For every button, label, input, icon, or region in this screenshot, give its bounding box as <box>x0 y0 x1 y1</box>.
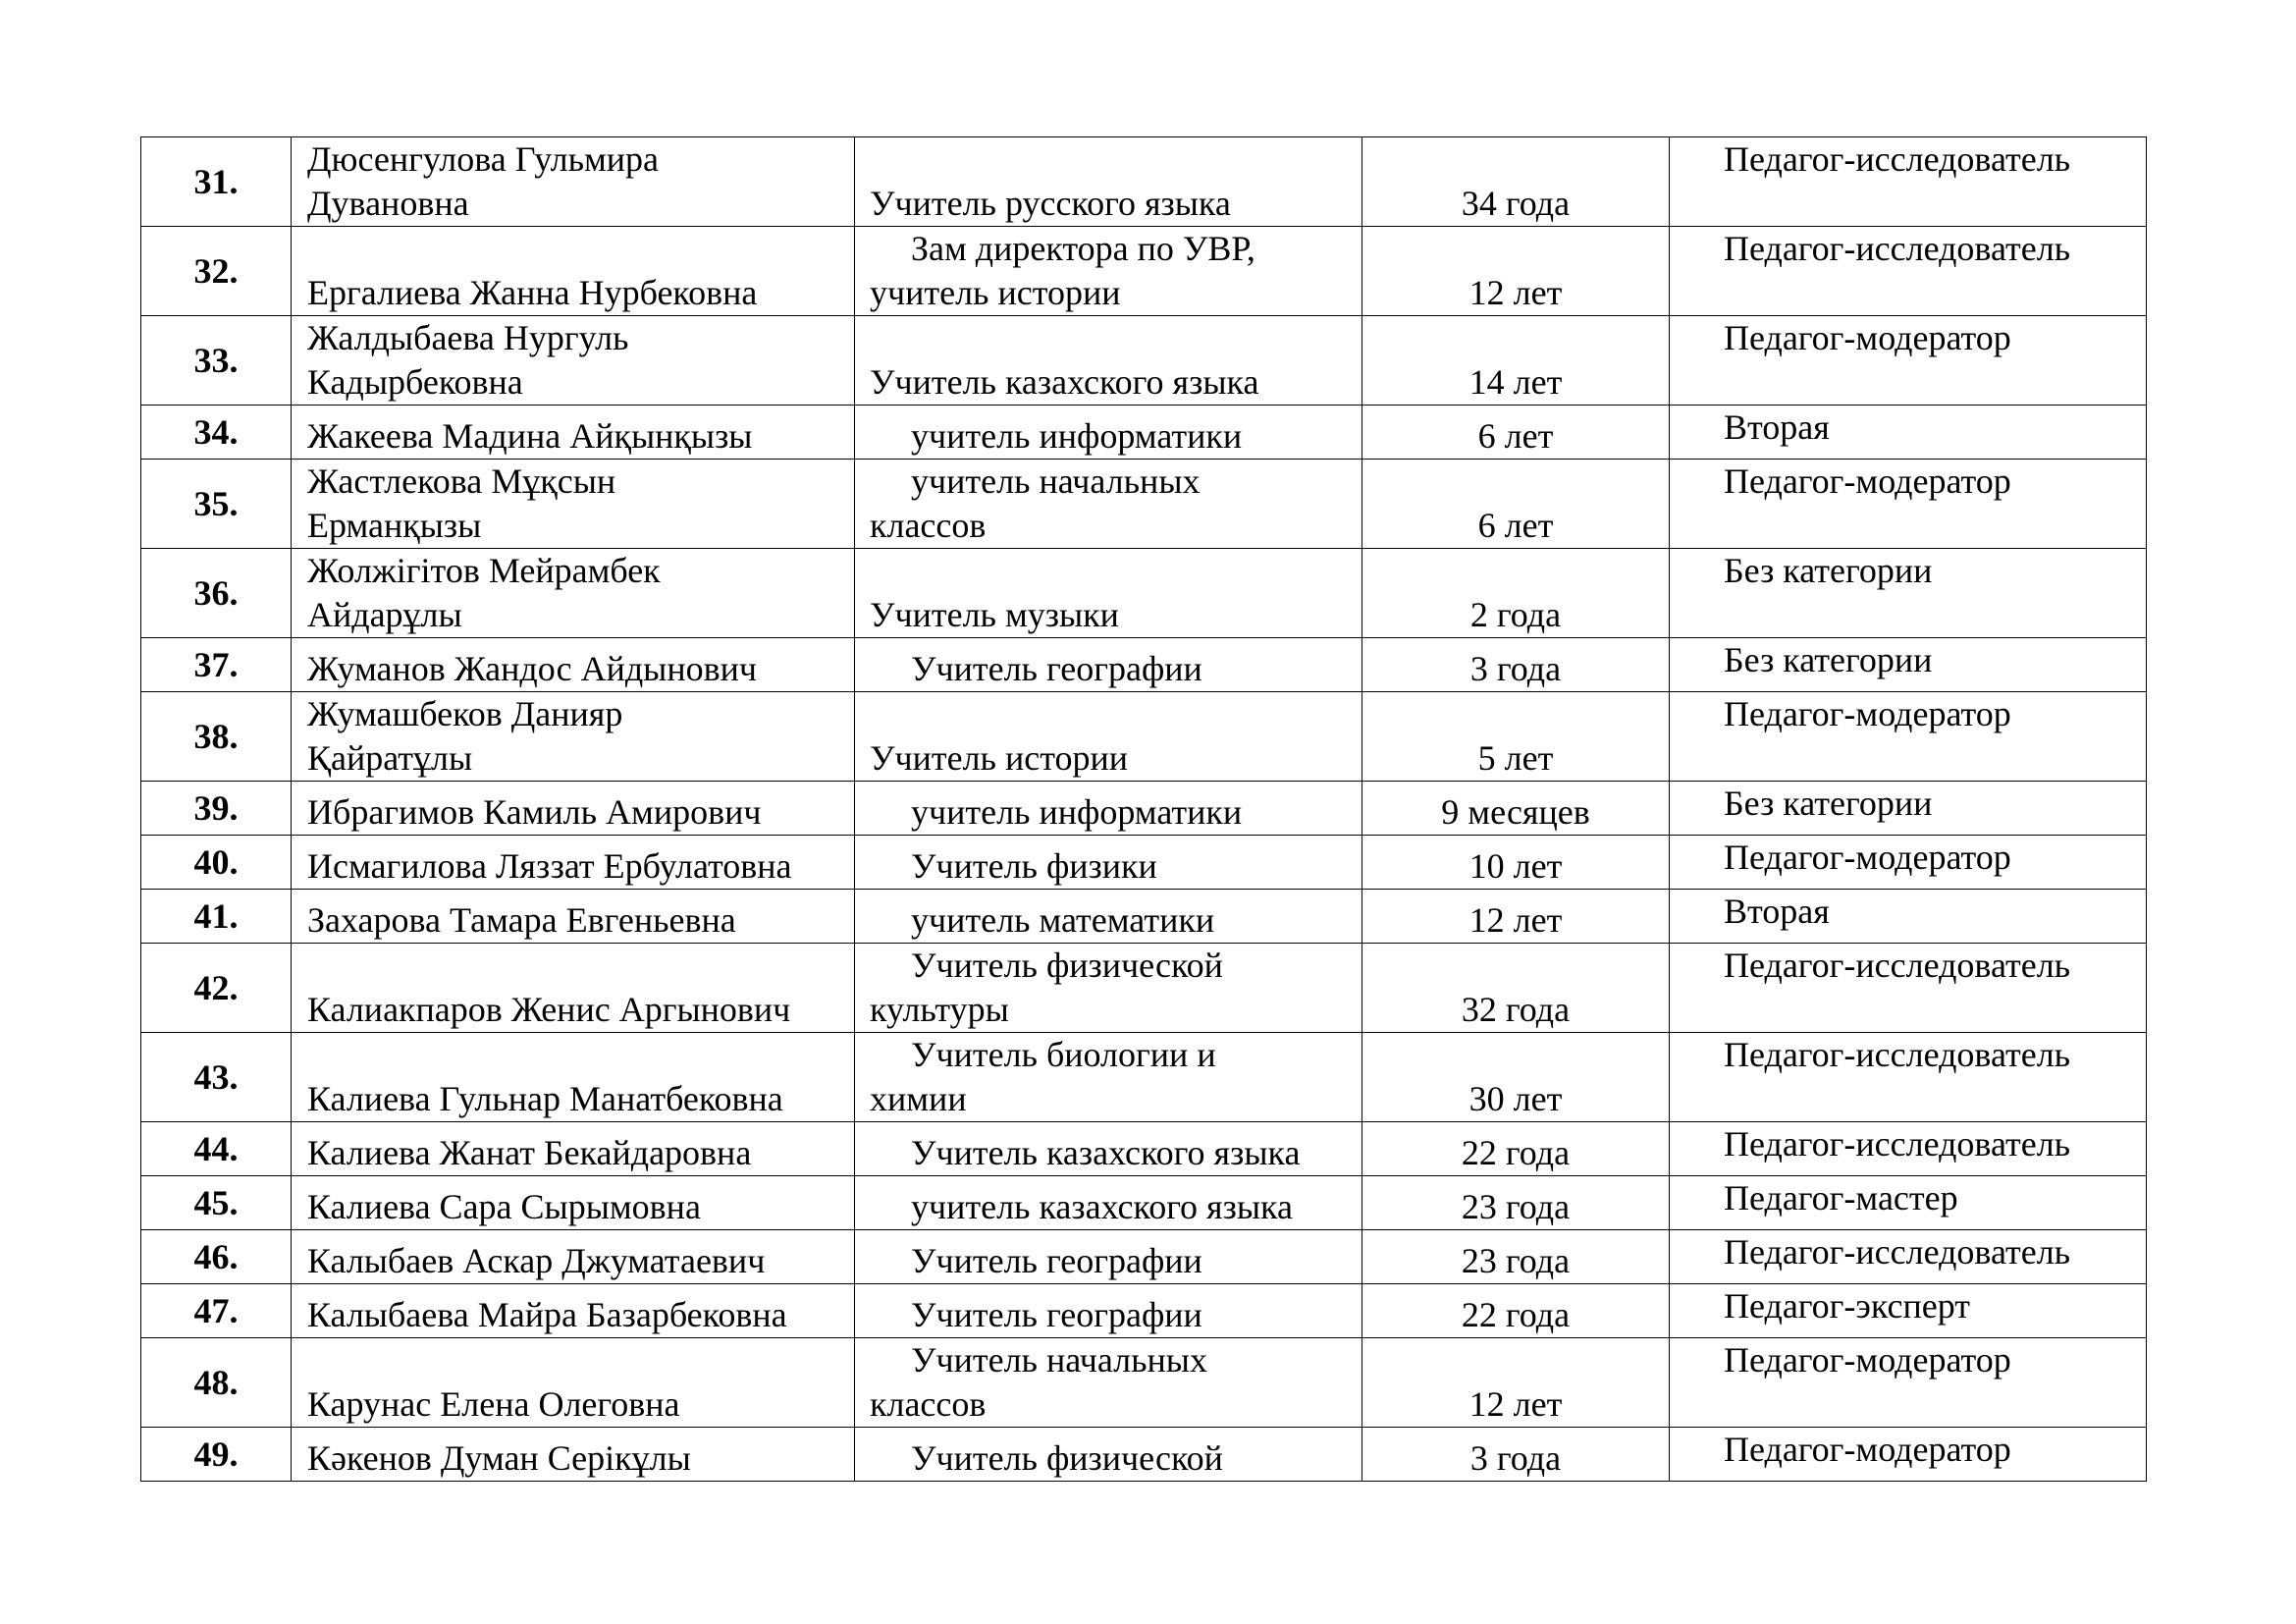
position-cell <box>855 692 1362 782</box>
position-line: Учитель географии <box>911 649 1202 688</box>
table-row <box>141 1033 2147 1122</box>
teacher-name-line: Кәкенов Думан Серікұлы <box>307 1438 691 1478</box>
position-cell <box>855 836 1362 890</box>
teacher-name-line: Исмагилова Ляззат Ербулатовна <box>307 846 792 886</box>
row-number: 40. <box>141 836 292 890</box>
position-cell <box>855 1033 1362 1122</box>
table-row <box>141 549 2147 638</box>
teacher-name-line: Ергалиева Жанна Нурбековна <box>307 273 758 312</box>
row-number: 47. <box>141 1284 292 1338</box>
experience-cell: 30 лет <box>1362 1033 1670 1122</box>
row-number: 42. <box>141 944 292 1033</box>
table-row <box>141 460 2147 549</box>
teacher-name-line: Дувановна <box>307 184 469 223</box>
row-number: 41. <box>141 890 292 944</box>
experience-cell: 10 лет <box>1362 836 1670 890</box>
table-row <box>141 1284 2147 1338</box>
teacher-name-cell <box>292 137 855 227</box>
position-cell <box>855 1176 1362 1230</box>
experience-cell: 14 лет <box>1362 316 1670 406</box>
category-cell: Педагог-модератор <box>1670 1338 2147 1428</box>
position-line: Учитель географии <box>911 1295 1202 1334</box>
category-cell: Педагог-исследователь <box>1670 944 2147 1033</box>
experience-cell: 12 лет <box>1362 227 1670 316</box>
teacher-name-line <box>307 1033 854 1077</box>
position-line: учитель начальных <box>911 461 1201 501</box>
position-line: учитель информатики <box>911 792 1243 832</box>
experience-cell: 22 года <box>1362 1284 1670 1338</box>
experience-cell: 12 лет <box>1362 1338 1670 1428</box>
position-cell <box>855 1284 1362 1338</box>
category-cell: Вторая <box>1670 406 2147 460</box>
teacher-name-cell <box>292 1428 855 1482</box>
staff-table-body <box>141 137 2147 1482</box>
category-cell: Педагог-модератор <box>1670 836 2147 890</box>
teacher-name-cell <box>292 1338 855 1428</box>
teacher-name-line: Калиакпаров Женис Аргынович <box>307 990 791 1029</box>
table-row <box>141 1230 2147 1284</box>
teacher-name-line: Жолжігітов Мейрамбек <box>307 551 661 590</box>
teacher-name-line: Жастлекова Мұқсын <box>307 461 616 501</box>
table-row <box>141 1176 2147 1230</box>
row-number: 45. <box>141 1176 292 1230</box>
teacher-name-line: Калиева Гульнар Манатбековна <box>307 1079 783 1118</box>
teacher-name-cell <box>292 316 855 406</box>
position-cell <box>855 406 1362 460</box>
position-line: Учитель казахского языка <box>870 362 1259 402</box>
category-cell: Педагог-мастер <box>1670 1176 2147 1230</box>
position-cell <box>855 782 1362 836</box>
teacher-name-line: Жуманов Жандос Айдынович <box>307 649 757 688</box>
teacher-name-line: Ибрагимов Камиль Амирович <box>307 792 762 832</box>
row-number: 39. <box>141 782 292 836</box>
table-row <box>141 316 2147 406</box>
position-line: Зам директора по УВР, <box>911 229 1255 268</box>
experience-cell: 5 лет <box>1362 692 1670 782</box>
position-line: Учитель казахского языка <box>911 1133 1301 1172</box>
position-line: культуры <box>870 990 1009 1029</box>
position-line: Учитель русского языка <box>870 184 1231 223</box>
category-cell: Педагог-исследователь <box>1670 227 2147 316</box>
table-row <box>141 1428 2147 1482</box>
category-cell: Педагог-исследователь <box>1670 1122 2147 1176</box>
position-line: Учитель физической <box>911 1438 1223 1478</box>
teacher-name-cell <box>292 406 855 460</box>
experience-cell: 34 года <box>1362 137 1670 227</box>
position-line: Учитель географии <box>911 1241 1202 1280</box>
category-cell: Вторая <box>1670 890 2147 944</box>
table-row <box>141 890 2147 944</box>
table-row <box>141 836 2147 890</box>
position-line: учитель математики <box>911 900 1215 940</box>
category-cell: Без категории <box>1670 638 2147 692</box>
teacher-name-cell <box>292 1122 855 1176</box>
teacher-name-line <box>307 227 854 271</box>
position-line: Учитель истории <box>870 738 1128 778</box>
teacher-name-cell <box>292 782 855 836</box>
position-cell <box>855 638 1362 692</box>
position-line <box>870 137 1362 182</box>
category-cell: Педагог-исследователь <box>1670 1230 2147 1284</box>
row-number: 38. <box>141 692 292 782</box>
table-row <box>141 782 2147 836</box>
position-line: Учитель биологии и <box>911 1035 1216 1074</box>
position-cell <box>855 890 1362 944</box>
teacher-name-cell <box>292 692 855 782</box>
row-number: 44. <box>141 1122 292 1176</box>
position-line: Учитель физики <box>911 846 1157 886</box>
row-number: 34. <box>141 406 292 460</box>
position-line: учитель информатики <box>911 416 1243 456</box>
category-cell: Педагог-модератор <box>1670 1428 2147 1482</box>
teacher-name-line: Жумашбеков Данияр <box>307 694 623 733</box>
category-cell: Педагог-модератор <box>1670 692 2147 782</box>
experience-cell: 23 года <box>1362 1176 1670 1230</box>
teacher-name-line <box>307 944 854 988</box>
position-line: Учитель физической <box>911 946 1223 985</box>
teacher-name-cell <box>292 1176 855 1230</box>
table-row <box>141 1338 2147 1428</box>
position-cell <box>855 1338 1362 1428</box>
position-cell <box>855 549 1362 638</box>
position-line: учитель казахского языка <box>911 1187 1293 1226</box>
row-number: 46. <box>141 1230 292 1284</box>
position-line: Учитель музыки <box>870 595 1119 634</box>
row-number: 33. <box>141 316 292 406</box>
teacher-name-cell <box>292 836 855 890</box>
table-row <box>141 137 2147 227</box>
teacher-name-line: Калиева Сара Сырымовна <box>307 1187 701 1226</box>
teacher-name-line: Қайратұлы <box>307 738 473 778</box>
teacher-name-cell <box>292 227 855 316</box>
position-cell <box>855 1428 1362 1482</box>
position-cell <box>855 137 1362 227</box>
teacher-name-line: Айдарұлы <box>307 595 462 634</box>
teacher-name-line <box>307 1338 854 1382</box>
position-line: Учитель начальных <box>911 1340 1207 1380</box>
category-cell: Педагог-модератор <box>1670 460 2147 549</box>
row-number: 35. <box>141 460 292 549</box>
position-line <box>870 316 1362 360</box>
teacher-name-line: Кадырбековна <box>307 362 523 402</box>
staff-table <box>140 136 2147 1482</box>
position-line: классов <box>870 506 987 545</box>
experience-cell: 3 года <box>1362 638 1670 692</box>
position-line: учитель истории <box>870 273 1121 312</box>
teacher-name-line: Калыбаев Аскар Джуматаевич <box>307 1241 766 1280</box>
position-line <box>870 692 1362 736</box>
row-number: 49. <box>141 1428 292 1482</box>
row-number: 37. <box>141 638 292 692</box>
table-row <box>141 1122 2147 1176</box>
row-number: 43. <box>141 1033 292 1122</box>
position-line: классов <box>870 1384 987 1424</box>
position-line: химии <box>870 1079 967 1118</box>
teacher-name-line: Калыбаева Майра Базарбековна <box>307 1295 787 1334</box>
table-row <box>141 944 2147 1033</box>
teacher-name-line: Захарова Тамара Евгеньевна <box>307 900 736 940</box>
experience-cell: 32 года <box>1362 944 1670 1033</box>
experience-cell: 6 лет <box>1362 460 1670 549</box>
experience-cell: 2 года <box>1362 549 1670 638</box>
teacher-name-line: Жалдыбаева Нургуль <box>307 318 629 357</box>
row-number: 36. <box>141 549 292 638</box>
teacher-name-cell <box>292 638 855 692</box>
teacher-name-line: Жакеева Мадина Айқынқызы <box>307 416 753 456</box>
category-cell: Педагог-исследователь <box>1670 137 2147 227</box>
position-cell <box>855 944 1362 1033</box>
teacher-name-cell <box>292 1033 855 1122</box>
experience-cell: 9 месяцев <box>1362 782 1670 836</box>
teacher-name-cell <box>292 890 855 944</box>
experience-cell: 23 года <box>1362 1230 1670 1284</box>
teacher-name-cell <box>292 944 855 1033</box>
teacher-name-cell <box>292 1230 855 1284</box>
row-number: 31. <box>141 137 292 227</box>
category-cell: Без категории <box>1670 549 2147 638</box>
experience-cell: 6 лет <box>1362 406 1670 460</box>
teacher-name-cell <box>292 460 855 549</box>
experience-cell: 3 года <box>1362 1428 1670 1482</box>
table-row <box>141 227 2147 316</box>
teacher-name-line: Дюсенгулова Гульмира <box>307 139 660 179</box>
table-row <box>141 692 2147 782</box>
teacher-name-line: Карунас Елена Олеговна <box>307 1384 680 1424</box>
category-cell: Педагог-модератор <box>1670 316 2147 406</box>
category-cell: Педагог-эксперт <box>1670 1284 2147 1338</box>
teacher-name-line: Ерманқызы <box>307 506 482 545</box>
position-cell <box>855 316 1362 406</box>
row-number: 32. <box>141 227 292 316</box>
experience-cell: 12 лет <box>1362 890 1670 944</box>
position-cell <box>855 1122 1362 1176</box>
category-cell: Без категории <box>1670 782 2147 836</box>
category-cell: Педагог-исследователь <box>1670 1033 2147 1122</box>
table-row <box>141 638 2147 692</box>
experience-cell: 22 года <box>1362 1122 1670 1176</box>
position-line <box>870 549 1362 593</box>
row-number: 48. <box>141 1338 292 1428</box>
position-cell <box>855 460 1362 549</box>
table-row <box>141 406 2147 460</box>
teacher-name-line: Калиева Жанат Бекайдаровна <box>307 1133 752 1172</box>
position-cell <box>855 1230 1362 1284</box>
teacher-name-cell <box>292 1284 855 1338</box>
teacher-name-cell <box>292 549 855 638</box>
position-cell <box>855 227 1362 316</box>
